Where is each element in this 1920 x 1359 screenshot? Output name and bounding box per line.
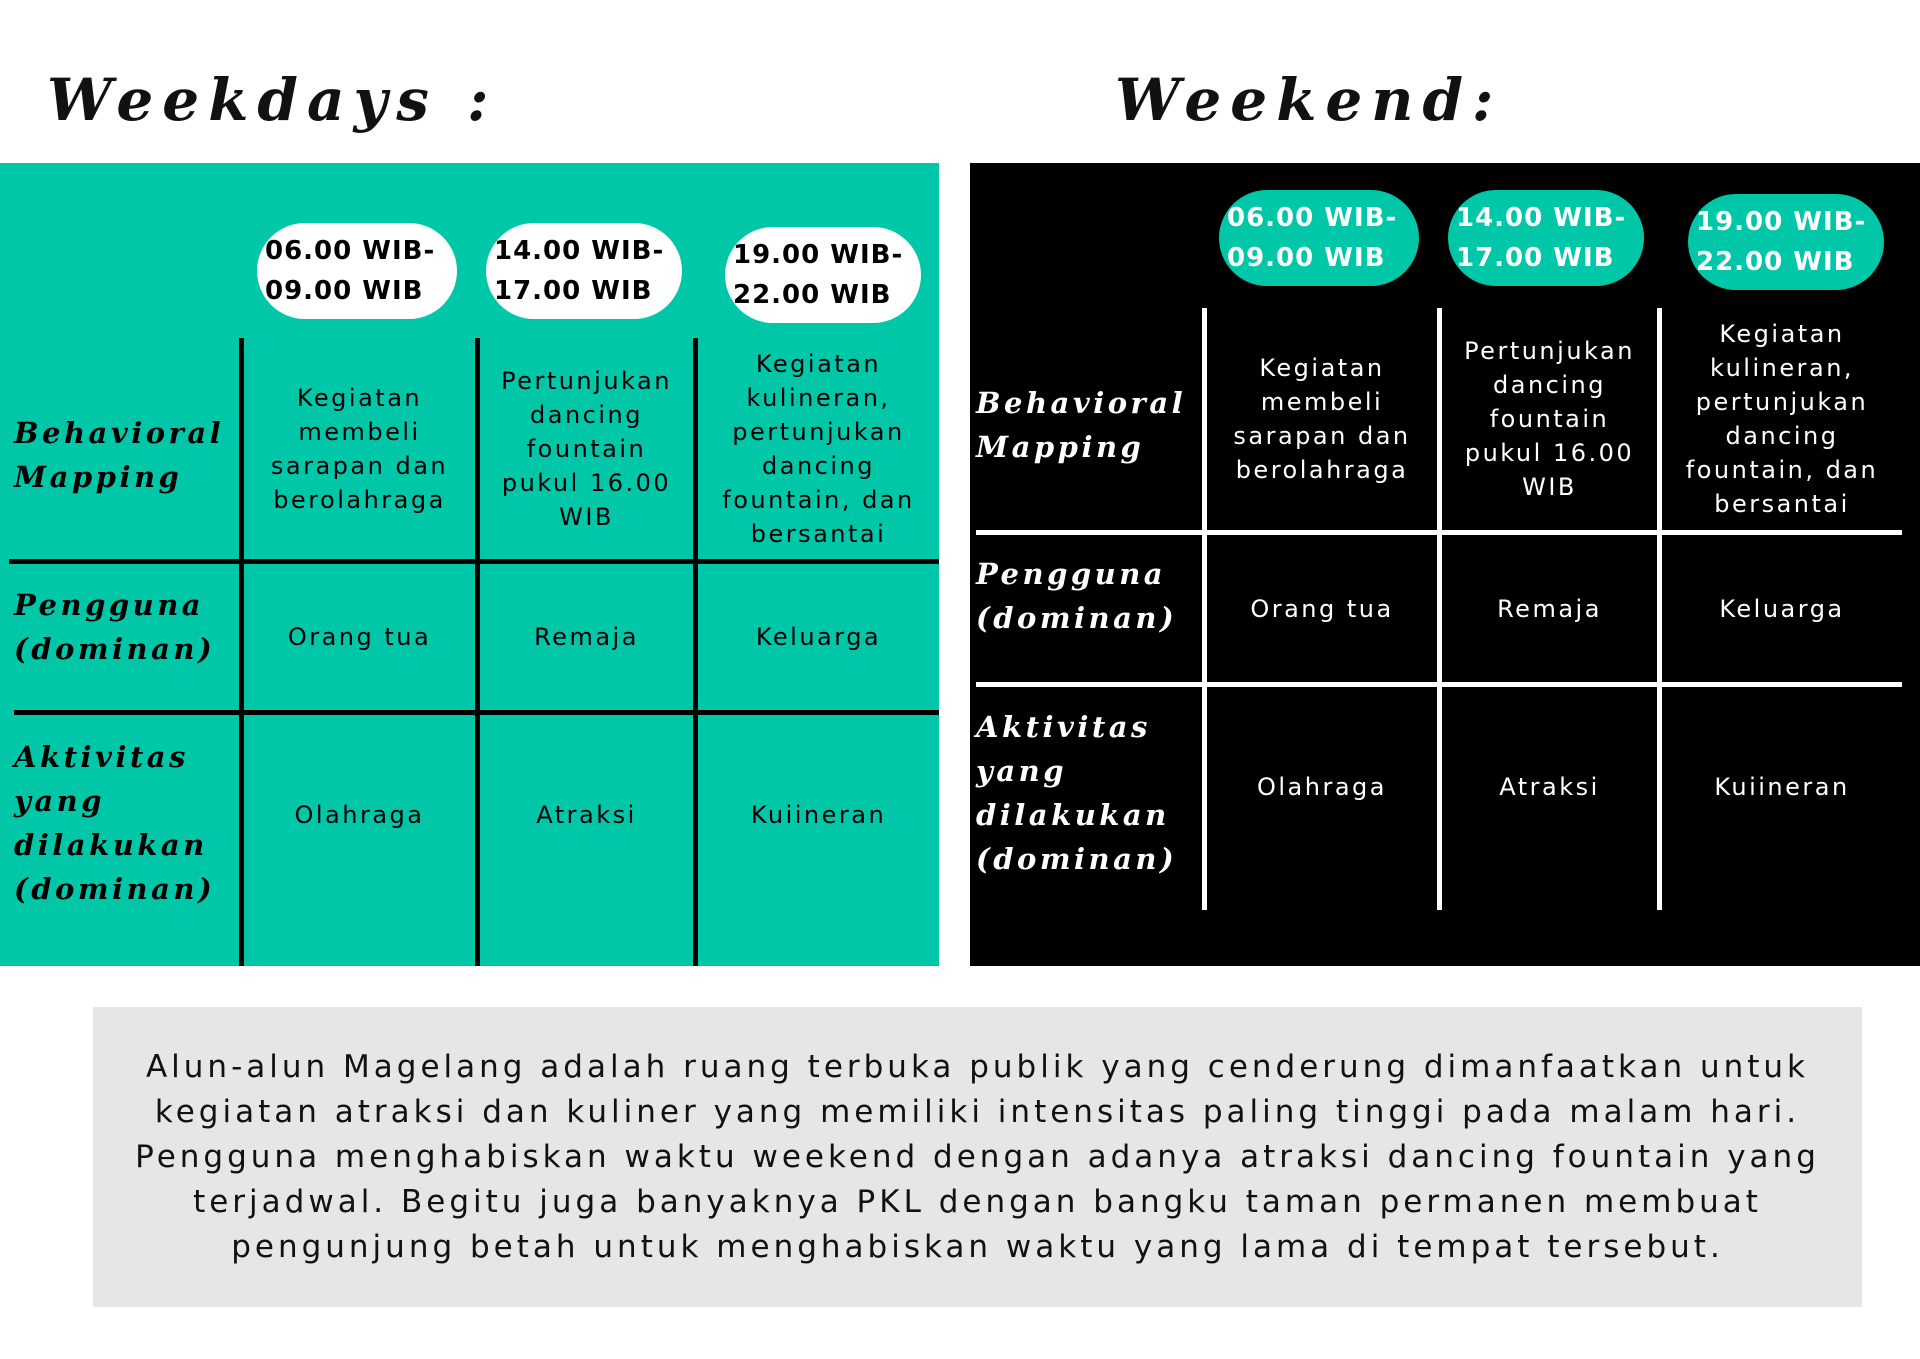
weekdays-heading: Weekdays :	[47, 66, 498, 134]
table-cell: Kuiineran	[1714, 773, 1850, 801]
time-slot-end: 17.00 WIB	[494, 276, 653, 306]
table-cell: Kegiatan kulineran, pertunjukan dancing fountain, dan bersantai	[722, 349, 915, 548]
row-label-line: dilakukan	[14, 828, 208, 862]
table-cell: Atraksi	[536, 801, 637, 829]
table-cell: Remaja	[1497, 594, 1602, 623]
time-slot-pill	[257, 223, 457, 319]
table-cell: Remaja	[534, 623, 639, 651]
time-slot-start: 14.00 WIB-	[494, 236, 665, 266]
row-label-line: yang	[976, 754, 1068, 788]
row-label-line: Aktivitas	[976, 710, 1151, 744]
row-label-behavioral-mapping	[976, 381, 1186, 469]
row-label-pengguna	[976, 552, 1177, 640]
row-label-line: (dominan)	[14, 872, 216, 906]
table-cell: Olahraga	[1257, 773, 1387, 801]
table-cell: Kegiatan kulineran, pertunjukan dancing fountain, dan bersantai	[1685, 320, 1879, 518]
row-label-line: (dominan)	[976, 842, 1178, 876]
time-slot-pill	[725, 227, 921, 323]
time-slot-start: 19.00 WIB-	[733, 240, 904, 270]
time-slot-start: 14.00 WIB-	[1456, 203, 1627, 233]
row-label-line: yang	[14, 784, 106, 818]
row-label-line: Mapping	[14, 460, 183, 494]
table-cell: Atraksi	[1499, 773, 1600, 801]
table-cell: Kuiineran	[750, 801, 887, 829]
time-slot-start: 19.00 WIB-	[1696, 207, 1867, 237]
row-label-pengguna	[14, 583, 215, 671]
row-label-line: Behavioral	[14, 416, 225, 450]
time-slot-end: 09.00 WIB	[1227, 243, 1386, 273]
table-cell: Pertunjukan dancing fountain pukul 16.00 WIB	[501, 366, 672, 531]
row-label-line: dilakukan	[976, 798, 1170, 832]
weekdays-panel	[0, 163, 939, 966]
row-label-line: Aktivitas	[14, 740, 189, 774]
row-label-aktivitas	[976, 705, 1177, 881]
table-cell: Kegiatan membeli sarapan dan berolahraga	[1233, 354, 1411, 484]
row-label-line: Mapping	[976, 430, 1145, 464]
time-slot-pill	[486, 223, 682, 319]
row-label-line: (dominan)	[976, 601, 1178, 635]
time-slot-pill	[1688, 194, 1884, 290]
table-cell: Kegiatan membeli sarapan dan berolahraga	[270, 383, 449, 514]
time-slot-start: 06.00 WIB-	[265, 236, 436, 266]
time-slot-start: 06.00 WIB-	[1227, 203, 1398, 233]
row-label-aktivitas	[14, 735, 215, 911]
table-cell: Keluarga	[1719, 594, 1845, 623]
time-slot-pill	[1448, 190, 1644, 286]
table-cell: Pertunjukan dancing fountain pukul 16.00 WIB	[1464, 337, 1635, 501]
weekend-panel	[970, 163, 1920, 966]
summary-box	[93, 1007, 1862, 1307]
time-slot-end: 22.00 WIB	[1696, 247, 1855, 277]
time-slot-end: 22.00 WIB	[733, 280, 892, 310]
table-cell: Orang tua	[287, 623, 432, 651]
table-cell: Orang tua	[1250, 594, 1394, 623]
row-label-line: Pengguna	[14, 588, 205, 622]
row-label-line: Behavioral	[976, 386, 1187, 420]
summary-text: Alun-alun Magelang adalah ruang terbuka publik yang cenderung dimanfaatkan untuk kegiatan atraksi dan kuliner yang memiliki intensitas paling tinggi pada malam hari. Pengguna menghabiskan waktu weekend dengan adanya atraksi dancing fountain yang terjadwal. Begitu juga banyaknya PKL dengan bangku taman permanen membuat pengunjung betah untuk menghabiskan waktu yang lama di tempat tersebut.	[135, 1048, 1820, 1265]
weekend-heading: Weekend:	[1115, 66, 1503, 134]
row-label-line: Pengguna	[976, 557, 1167, 591]
row-label-line: (dominan)	[14, 632, 216, 666]
time-slot-end: 17.00 WIB	[1456, 243, 1615, 273]
time-slot-end: 09.00 WIB	[265, 276, 424, 306]
row-label-behavioral-mapping	[14, 411, 224, 499]
table-cell: Olahraga	[294, 801, 425, 829]
time-slot-pill	[1219, 190, 1419, 286]
table-cell: Keluarga	[755, 623, 882, 651]
